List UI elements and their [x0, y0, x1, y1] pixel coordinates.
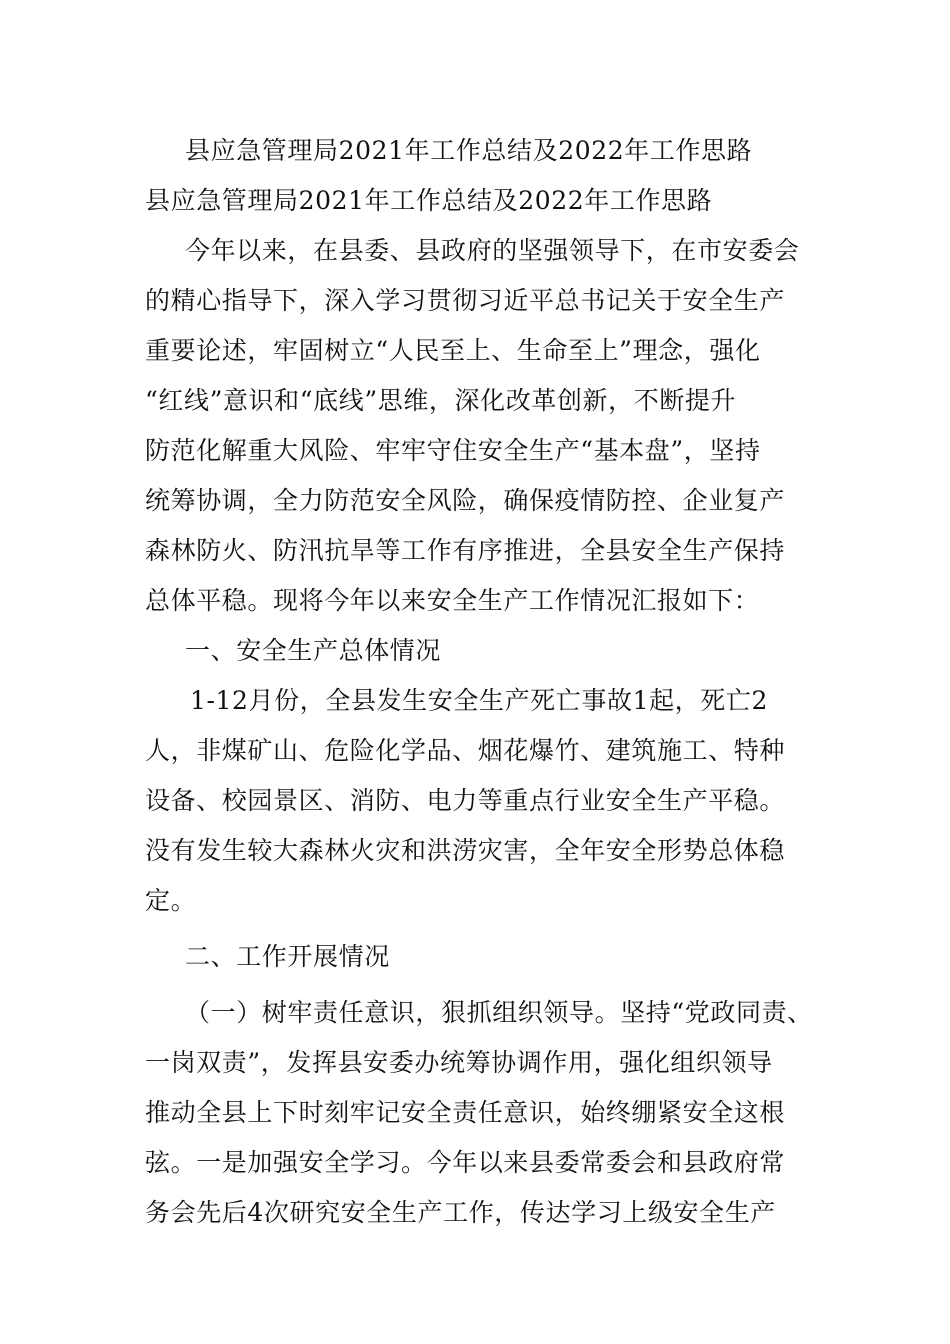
section-heading-1: 一、安全生产总体情况 — [185, 636, 442, 665]
document-body — [145, 126, 813, 1238]
paragraph-line: 没有发生较大森林火灾和洪涝灾害，全年安全形势总体稳 — [145, 836, 786, 865]
paragraph-line: 设备、校园景区、消防、电力等重点行业安全生产平稳。 — [145, 786, 786, 815]
paragraph-line: 推动全县上下时刻牢记安全责任意识，始终绷紧安全这根 — [145, 1098, 786, 1127]
overview-paragraph — [145, 676, 810, 926]
paragraph-line: 总体平稳。现将今年以来安全生产工作情况汇报如下： — [145, 586, 760, 615]
paragraph-line: 务会先后4次研究安全生产工作，传达学习上级安全生产 — [145, 1198, 776, 1227]
document-title: 县应急管理局2021年工作总结及2022年工作思路 — [185, 136, 753, 165]
paragraph-line: 人，非煤矿山、危险化学品、烟花爆竹、建筑施工、特种 — [145, 736, 786, 765]
paragraph-line: 统筹协调，全力防范安全风险，确保疫情防控、企业复产 — [145, 486, 786, 515]
section-heading-2: 二、工作开展情况 — [185, 942, 390, 971]
paragraph-line: 的精心指导下，深入学习贯彻习近平总书记关于安全生产 — [145, 286, 786, 315]
document-subtitle: 县应急管理局2021年工作总结及2022年工作思路 — [145, 186, 713, 215]
work-paragraph — [145, 988, 813, 1238]
paragraph-line: 弦。一是加强安全学习。今年以来县委常委会和县政府常 — [145, 1148, 786, 1177]
paragraph-line: 防范化解重大风险、牢牢守住安全生产“基本盘”，坚持 — [145, 436, 761, 465]
intro-paragraph — [145, 226, 810, 626]
paragraph-line: 一岗双责”，发挥县安委办统筹协调作用，强化组织领导 — [145, 1048, 773, 1077]
paragraph-line: 森林防火、防汛抗旱等工作有序推进，全县安全生产保持 — [145, 536, 786, 565]
paragraph-line: 定。 — [145, 886, 197, 915]
paragraph-line: 重要论述，牢固树立“人民至上、生命至上”理念，强化 — [145, 336, 761, 365]
paragraph-line: “红线”意识和“底线”思维，深化改革创新，不断提升 — [145, 386, 737, 415]
paragraph-line: （一）树牢责任意识，狠抓组织领导。坚持“党政同责、 — [185, 998, 813, 1027]
paragraph-line: 今年以来，在县委、县政府的坚强领导下，在市安委会 — [185, 236, 800, 265]
paragraph-line: 1-12月份，全县发生安全生产死亡事故1起，死亡2 — [190, 686, 768, 715]
